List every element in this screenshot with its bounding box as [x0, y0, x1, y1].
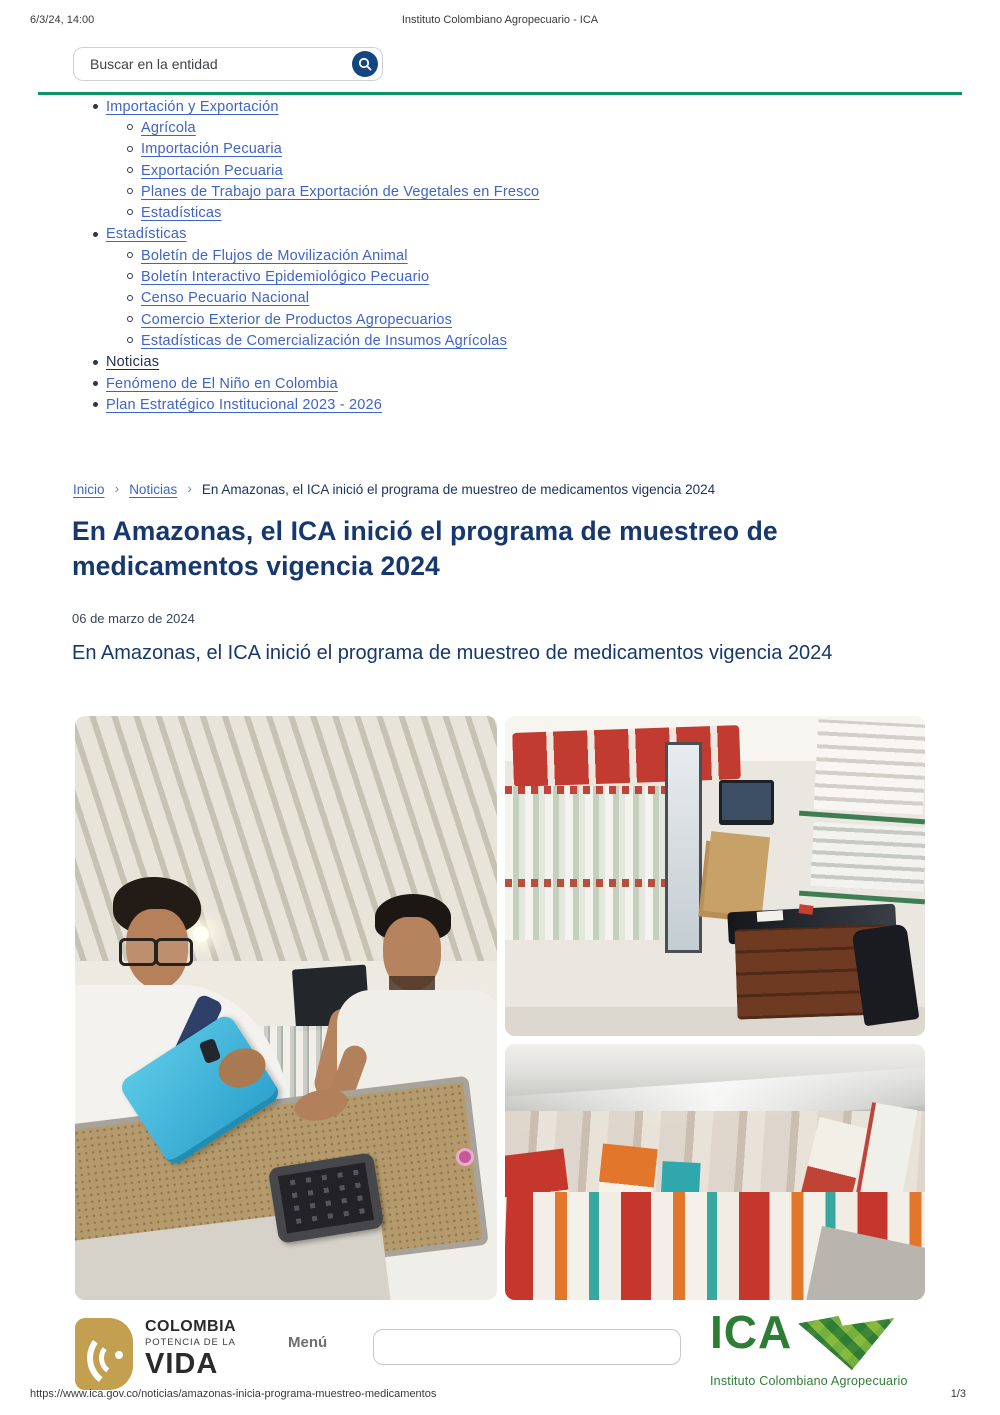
print-source-url: https://www.ica.gov.co/noticias/amazonas-inicia-programa-muestreo-medicamentos — [30, 1388, 437, 1400]
nav-link[interactable]: Estadísticas de Comercialización de Insumos Agrícolas — [141, 332, 508, 349]
page-title: En Amazonas, el ICA inició el programa de muestreo de medicamentos vigencia 2024 — [72, 516, 778, 582]
colombia-logo-dot-icon — [115, 1351, 123, 1359]
nav-link[interactable]: Fenómeno de El Niño en Colombia — [106, 375, 338, 392]
packages-graphic — [810, 822, 925, 892]
paper-graphic — [757, 910, 784, 922]
nav-item — [72, 330, 932, 351]
nav-link[interactable]: Exportación Pecuaria — [141, 162, 283, 179]
ica-logo-name: Instituto Colombiano Agropecuario — [710, 1374, 908, 1388]
colombia-logo-text — [145, 1319, 236, 1379]
breadcrumb-current: En Amazonas, el ICA inició el programa de muestreo de medicamentos vigencia 2024 — [201, 481, 716, 497]
colombia-logo-line2: POTENCIA DE LA — [145, 1337, 236, 1348]
bottle-caps-graphic — [505, 879, 665, 887]
news-photo-store-interior — [505, 716, 925, 1036]
nav-item — [72, 181, 932, 202]
colombia-logo-line1: COLOMBIA — [145, 1318, 237, 1335]
nav-item — [72, 202, 932, 223]
carton-graphic — [703, 832, 770, 918]
news-photo-collage — [75, 716, 925, 1300]
breadcrumb-separator: › — [187, 480, 192, 496]
search-bar — [73, 47, 383, 81]
nav-link[interactable]: Plan Estratégico Institucional 2023 - 2026 — [106, 396, 383, 413]
ica-logo-acronym: ICA — [710, 1306, 793, 1358]
search-button[interactable] — [352, 51, 378, 77]
news-photo-medicine-boxes — [505, 1044, 925, 1300]
green-divider — [38, 92, 962, 95]
glasses-graphic — [119, 938, 157, 966]
nav-link[interactable]: Boletín de Flujos de Movilización Animal — [141, 247, 408, 264]
nav-link[interactable]: Importación y Exportación — [106, 98, 279, 115]
flower-graphic — [459, 1151, 471, 1163]
ica-checkered-arrow-icon — [798, 1316, 894, 1370]
news-photo-inspection — [75, 716, 497, 1300]
footer-search-box[interactable] — [373, 1329, 681, 1365]
print-datetime: 6/3/24, 14:00 — [30, 14, 95, 26]
article-date: 06 de marzo de 2024 — [72, 611, 195, 626]
nav-link[interactable]: Estadísticas — [141, 205, 222, 222]
breadcrumb-separator: › — [114, 480, 120, 496]
tv-graphic — [719, 780, 774, 825]
nav-item — [72, 160, 932, 181]
calculator-graphic — [268, 1152, 385, 1244]
nav-item — [72, 117, 932, 138]
red-boxes-graphic — [513, 725, 742, 787]
nav-item — [72, 224, 932, 245]
print-document-title: Instituto Colombiano Agropecuario - ICA — [401, 14, 599, 26]
bottle-caps-graphic — [505, 786, 665, 794]
nav-item — [72, 96, 932, 117]
breadcrumb-link[interactable]: Noticias — [129, 481, 178, 497]
nav-link[interactable]: Estadísticas — [106, 226, 187, 243]
bottles-graphic — [505, 786, 665, 940]
glasses-graphic — [155, 938, 193, 966]
packages-graphic — [814, 720, 925, 815]
paper-graphic — [798, 904, 813, 915]
nav-item — [72, 266, 932, 287]
search-input[interactable] — [74, 56, 352, 72]
colombia-gov-logo — [75, 1318, 133, 1390]
nav-link[interactable]: Boletín Interactivo Epidemiológico Pecuario — [141, 269, 430, 286]
menu-button[interactable]: Menú — [288, 1334, 328, 1351]
nav-link[interactable]: Agrícola — [141, 119, 196, 136]
nav-item — [72, 288, 932, 309]
nav-link[interactable]: Comercio Exterior de Productos Agropecuarios — [141, 311, 453, 328]
nav-link[interactable]: Censo Pecuario Nacional — [141, 290, 310, 307]
nav-item — [72, 373, 932, 394]
shelf-ledge-graphic — [799, 891, 925, 905]
print-page-indicator: 1/3 — [950, 1388, 966, 1400]
nav-item — [72, 352, 932, 373]
nav-link[interactable]: Noticias — [106, 354, 160, 371]
breadcrumb — [73, 481, 715, 497]
nav-item — [72, 394, 932, 415]
nav-item — [72, 139, 932, 160]
article-subtitle: En Amazonas, el ICA inició el programa de muestreo de medicamentos vigencia 2024 — [72, 642, 833, 664]
nav-link[interactable]: Importación Pecuaria — [141, 141, 283, 158]
nav-link[interactable]: Planes de Trabajo para Exportación de Vegetales en Fresco — [141, 183, 540, 200]
nav-item — [72, 245, 932, 266]
mirror-graphic — [665, 742, 703, 953]
nav-item — [72, 309, 932, 330]
print-nav-list — [72, 96, 932, 415]
ica-logo — [710, 1306, 940, 1388]
search-icon — [358, 57, 372, 71]
breadcrumb-link[interactable]: Inicio — [73, 481, 105, 497]
colombia-logo-line3: VIDA — [145, 1347, 219, 1380]
